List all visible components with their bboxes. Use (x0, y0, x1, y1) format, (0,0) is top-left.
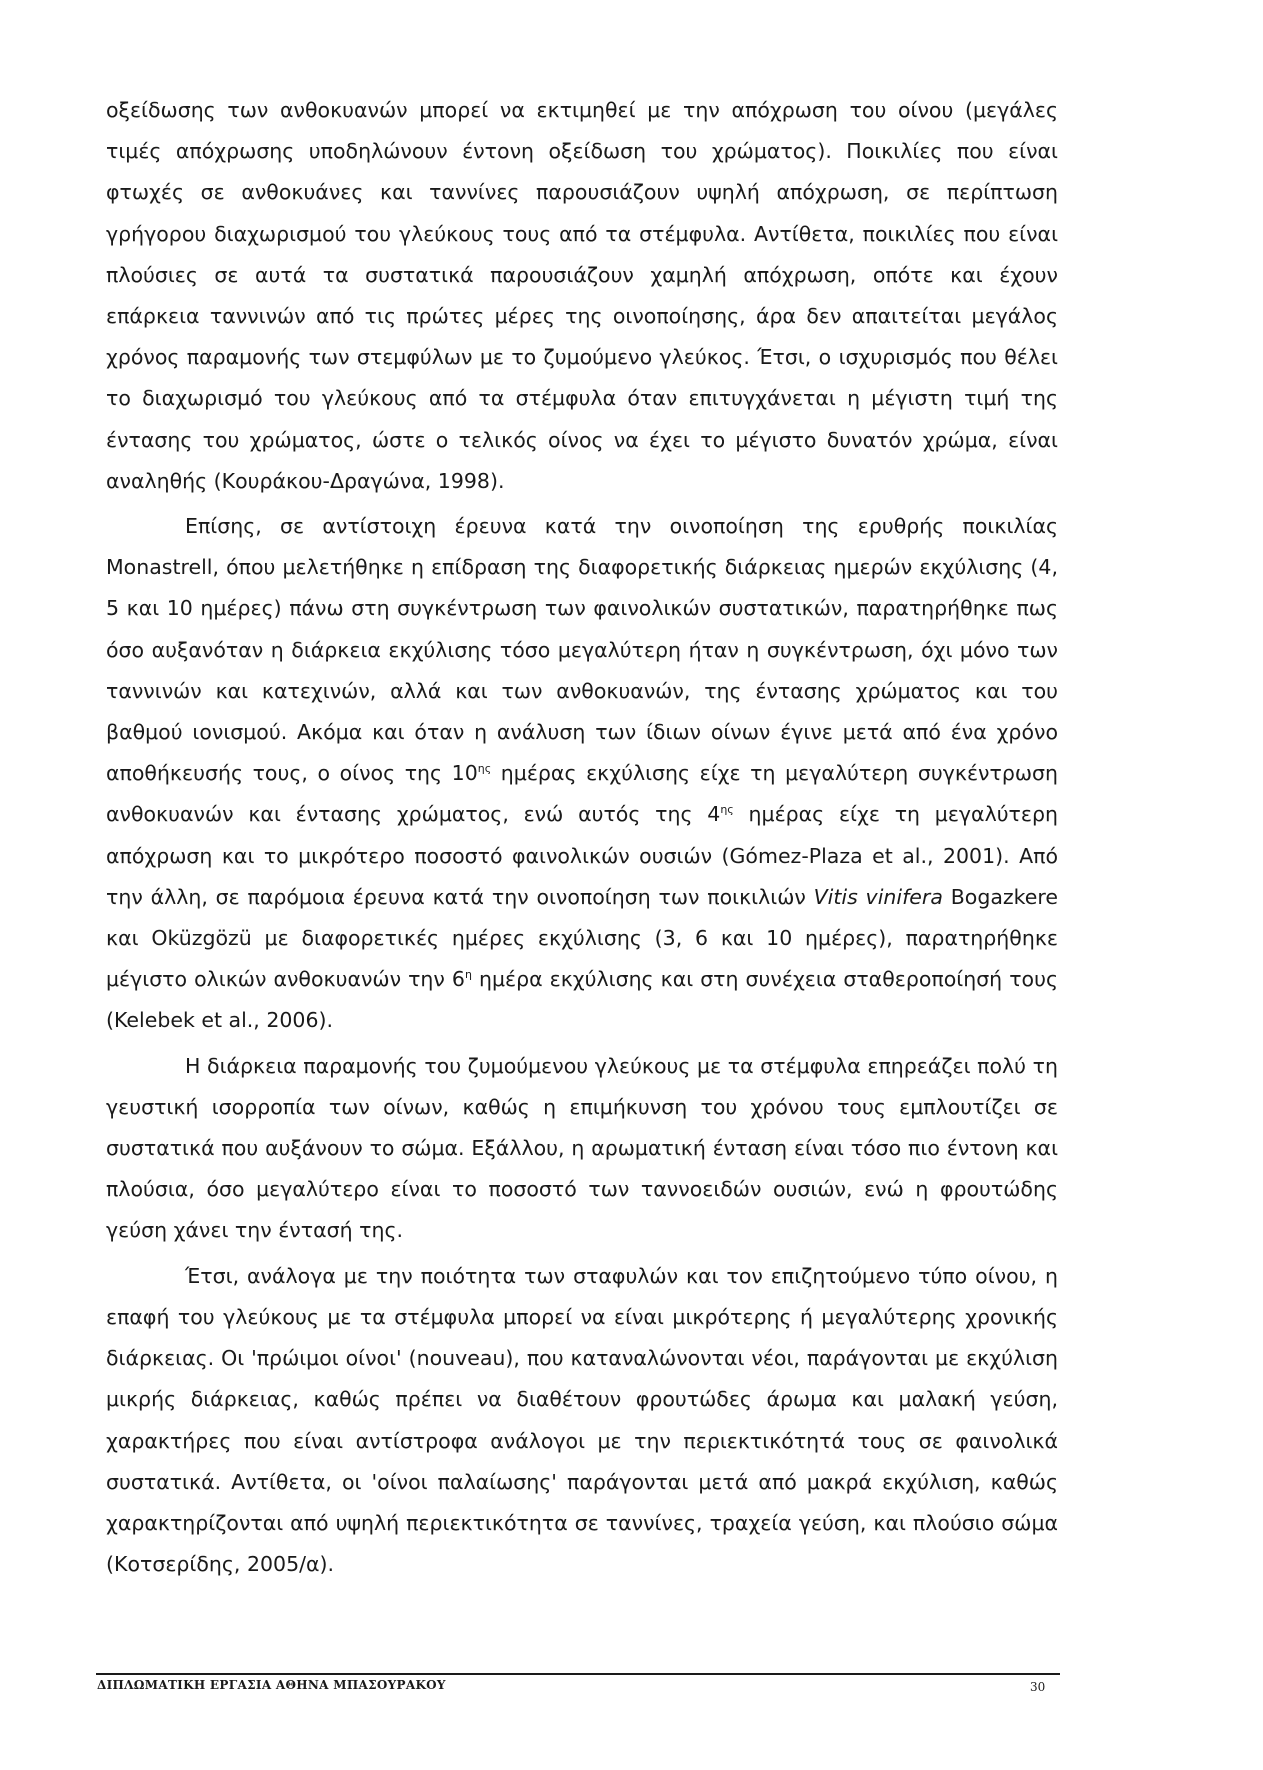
paragraph (106, 1256, 1058, 1586)
footer-rule (96, 1673, 1060, 1675)
paragraph-text: ημέρα εκχύλισης και στη συνέχεια σταθεροποίησή τους (Kelebek et al., 2006). (106, 967, 1058, 1033)
superscript: ης (720, 803, 734, 817)
paragraph-text: Επίσης, σε αντίστοιχη έρευνα κατά την οινοποίηση της ερυθρής ποικιλίας Monastrell, όπου μελετήθηκε η επίδραση της διαφορετικής διάρκειας ημερών εκχύλισης (4, 5 και 10 ημέρες) πάνω στη συγκέντρωση των φαινολικών συστατικών, παρατηρήθηκε πως όσο αυξανόταν η διάρκεια εκχύλισης τόσο μεγαλύτερη ήταν η συγκέντρωση, όχι μόνο των ταννινών και κατεχινών, αλλά και των ανθοκυανών, της έντασης χρώματος και του βαθμού ιονισμού. Ακόμα και όταν η ανάλυση των ίδιων οίνων έγινε μετά από ένα χρόνο αποθήκευσής τους, ο οίνος της 10 (106, 514, 1058, 786)
paragraph (106, 506, 1058, 1042)
paragraph-text: Έτσι, ανάλογα με την ποιότητα των σταφυλών και τον επιζητούμενο τύπο οίνου, η επαφή του γλεύκους με τα στέμφυλα μπορεί να είναι μικρότερης ή μεγαλύτερης χρονικής διάρκειας. Οι 'πρώιμοι οίνοι' (nouveau), που καταναλώνονται νέοι, παράγονται με εκχύλιση μικρής διάρκειας, καθώς πρέπει να διαθέτουν φρουτώδες άρωμα και μαλακή γεύση, χαρακτήρες που είναι αντίστροφα ανάλογοι με την περιεκτικότητά τους σε φαινολικά συστατικά. Αντίθετα, οι 'οίνοι παλαίωσης' παράγονται μετά από μακρά εκχύλιση, καθώς χαρακτηρίζονται από υψηλή περιεκτικότητα σε ταννίνες, τραχεία γεύση, και πλούσιο σώμα (Κοτσερίδης, 2005/α). (106, 1263, 1058, 1577)
italic-text: Vitis vinifera (813, 884, 943, 909)
paragraph (106, 1046, 1058, 1252)
paragraph-text: οξείδωσης των ανθοκυανών μπορεί να εκτιμηθεί με την απόχρωση του οίνου (μεγάλες τιμές απόχρωσης υποδηλώνουν έντονη οξείδωση του χρώματος). Ποικιλίες που είναι φτωχές σε ανθοκυάνες και ταννίνες παρουσιάζουν υψηλή απόχρωση, σε περίπτωση γρήγορου διαχωρισμού του γλεύκους τους από τα στέμφυλα. Αντίθετα, ποικιλίες που είναι πλούσιες σε αυτά τα συστατικά παρουσιάζουν χαμηλή απόχρωση, οπότε και έχουν επάρκεια ταννινών από τις πρώτες μέρες της οινοποίησης, άρα δεν απαιτείται μεγάλος χρόνος παραμονής των στεμφύλων με το ζυμούμενο γλεύκος. Έτσι, ο ισχυρισμός που θέλει το διαχωρισμό του γλεύκους από τα στέμφυλα όταν επιτυγχάνεται η μέγιστη τιμή της έντασης του χρώματος, ώστε ο τελικός οίνος να έχει το μέγιστο δυνατόν χρώμα, είναι αναληθής (Κουράκου-Δραγώνα, 1998). (106, 98, 1058, 493)
paragraph-text: Η διάρκεια παραμονής του ζυμούμενου γλεύκους με τα στέμφυλα επηρεάζει πολύ τη γευστική ισορροπία των οίνων, καθώς η επιμήκυνση του χρόνου τους εμπλουτίζει σε συστατικά που αυξάνουν το σώμα. Εξάλλου, η αρωματική ένταση είναι τόσο πιο έντονη και πλούσια, όσο μεγαλύτερο είναι το ποσοστό των ταννοειδών ουσιών, ενώ η φρουτώδης γεύση χάνει την έντασή της. (106, 1053, 1058, 1243)
document-body (106, 90, 1058, 1589)
page-number: 30 (1030, 1680, 1046, 1694)
paragraph-text: Bogazkere και Oküzgözü με διαφορετικές ημέρες εκχύλισης (3, 6 και 10 ημέρες), παρατηρήθηκε μέγιστο ολικών ανθοκυανών την 6 (106, 884, 1058, 992)
footer-title: ΔΙΠΛΩΜΑΤΙΚΗ ΕΡΓΑΣΙΑ ΑΘΗΝΑ ΜΠΑΣΟΥΡΑΚΟΥ (97, 1678, 446, 1692)
paragraph-text: ημέρας εκχύλισης είχε τη μεγαλύτερη συγκέντρωση ανθοκυανών και έντασης χρώματος, ενώ αυτός της 4 (106, 761, 1058, 827)
superscript: ης (477, 762, 492, 776)
superscript: η (464, 968, 472, 982)
paragraph (106, 90, 1058, 502)
paragraph-text: ημέρας είχε τη μεγαλύτερη απόχρωση και το μικρότερο ποσοστό φαινολικών ουσιών (Gómez-Plaza et al., 2001). Από την άλλη, σε παρόμοια έρευνα κατά την οινοποίηση των ποικιλιών (106, 802, 1058, 909)
